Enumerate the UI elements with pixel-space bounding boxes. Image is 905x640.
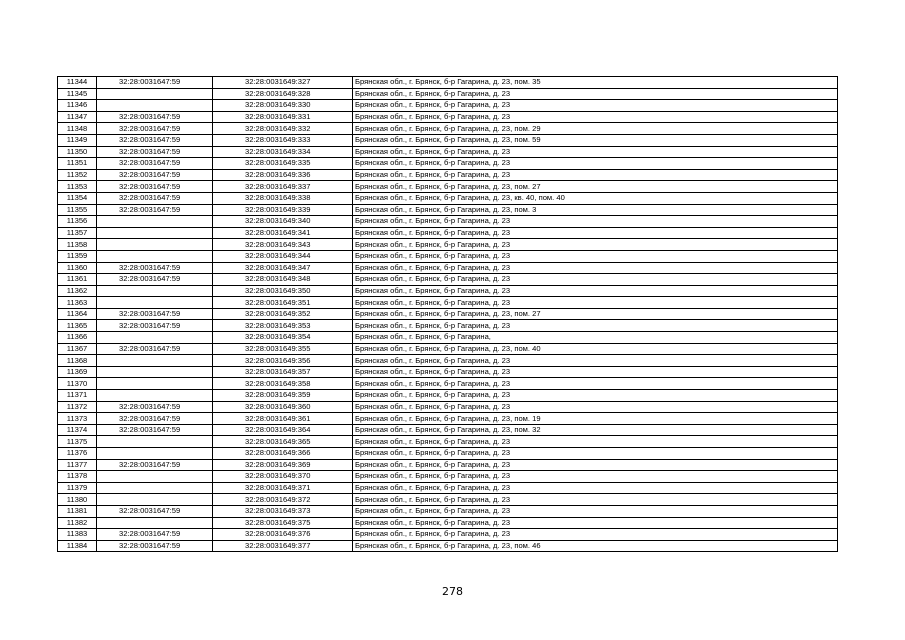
parent-cadastral-number-cell: 32:28:0031647:59	[97, 308, 213, 320]
record-number-cell: 11351	[58, 158, 97, 170]
table-row	[58, 424, 838, 436]
record-number-cell: 11382	[58, 517, 97, 529]
address-cell: Брянская обл., г. Брянск, б-р Гагарина, д. 23, пом. 27	[353, 181, 838, 193]
table-row	[58, 204, 838, 216]
parent-cadastral-number-cell: 32:28:0031647:59	[97, 274, 213, 286]
address-cell: Брянская обл., г. Брянск, б-р Гагарина, д. 23	[353, 216, 838, 228]
cadastral-number-cell: 32:28:0031649:371	[213, 482, 353, 494]
parent-cadastral-number-cell	[97, 355, 213, 367]
address-cell: Брянская обл., г. Брянск, б-р Гагарина, д. 23	[353, 88, 838, 100]
parent-cadastral-number-cell	[97, 494, 213, 506]
record-number-cell: 11361	[58, 274, 97, 286]
parent-cadastral-number-cell: 32:28:0031647:59	[97, 77, 213, 89]
cadastral-number-cell: 32:28:0031649:360	[213, 401, 353, 413]
cadastral-registry-table	[57, 76, 838, 552]
address-cell: Брянская обл., г. Брянск, б-р Гагарина, д. 23	[353, 448, 838, 460]
record-number-cell: 11380	[58, 494, 97, 506]
address-cell: Брянская обл., г. Брянск, б-р Гагарина, д. 23	[353, 297, 838, 309]
record-number-cell: 11371	[58, 390, 97, 402]
parent-cadastral-number-cell: 32:28:0031647:59	[97, 111, 213, 123]
parent-cadastral-number-cell	[97, 100, 213, 112]
address-cell: Брянская обл., г. Брянск, б-р Гагарина, д. 23	[353, 378, 838, 390]
cadastral-number-cell: 32:28:0031649:335	[213, 158, 353, 170]
cadastral-number-cell: 32:28:0031649:343	[213, 239, 353, 251]
parent-cadastral-number-cell: 32:28:0031647:59	[97, 204, 213, 216]
table-row	[58, 343, 838, 355]
address-cell: Брянская обл., г. Брянск, б-р Гагарина, д. 23, пом. 3	[353, 204, 838, 216]
address-cell: Брянская обл., г. Брянск, б-р Гагарина, д. 23	[353, 262, 838, 274]
parent-cadastral-number-cell: 32:28:0031647:59	[97, 320, 213, 332]
cadastral-number-cell: 32:28:0031649:369	[213, 459, 353, 471]
record-number-cell: 11360	[58, 262, 97, 274]
record-number-cell: 11368	[58, 355, 97, 367]
address-cell: Брянская обл., г. Брянск, б-р Гагарина, д. 23, пом. 27	[353, 308, 838, 320]
record-number-cell: 11363	[58, 297, 97, 309]
address-cell: Брянская обл., г. Брянск, б-р Гагарина, д. 23, кв. 40, пом. 40	[353, 192, 838, 204]
address-cell: Брянская обл., г. Брянск, б-р Гагарина, д. 23	[353, 436, 838, 448]
parent-cadastral-number-cell	[97, 297, 213, 309]
table-row	[58, 436, 838, 448]
parent-cadastral-number-cell	[97, 366, 213, 378]
table-body	[58, 77, 838, 552]
record-number-cell: 11364	[58, 308, 97, 320]
page-number: 278	[442, 585, 463, 598]
cadastral-number-cell: 32:28:0031649:348	[213, 274, 353, 286]
table-row	[58, 332, 838, 344]
address-cell: Брянская обл., г. Брянск, б-р Гагарина, д. 23	[353, 146, 838, 158]
table-row	[58, 192, 838, 204]
parent-cadastral-number-cell	[97, 332, 213, 344]
table-row	[58, 239, 838, 251]
record-number-cell: 11356	[58, 216, 97, 228]
record-number-cell: 11384	[58, 540, 97, 552]
table-row	[58, 448, 838, 460]
cadastral-number-cell: 32:28:0031649:361	[213, 413, 353, 425]
record-number-cell: 11379	[58, 482, 97, 494]
address-cell: Брянская обл., г. Брянск, б-р Гагарина, д. 23	[353, 529, 838, 541]
address-cell: Брянская обл., г. Брянск, б-р Гагарина,	[353, 332, 838, 344]
address-cell: Брянская обл., г. Брянск, б-р Гагарина, д. 23	[353, 250, 838, 262]
table-row	[58, 320, 838, 332]
cadastral-number-cell: 32:28:0031649:351	[213, 297, 353, 309]
address-cell: Брянская обл., г. Брянск, б-р Гагарина, д. 23	[353, 505, 838, 517]
parent-cadastral-number-cell	[97, 517, 213, 529]
table-row	[58, 227, 838, 239]
address-cell: Брянская обл., г. Брянск, б-р Гагарина, д. 23	[353, 366, 838, 378]
parent-cadastral-number-cell	[97, 390, 213, 402]
address-cell: Брянская обл., г. Брянск, б-р Гагарина, д. 23, пом. 19	[353, 413, 838, 425]
parent-cadastral-number-cell	[97, 216, 213, 228]
address-cell: Брянская обл., г. Брянск, б-р Гагарина, д. 23	[353, 494, 838, 506]
address-cell: Брянская обл., г. Брянск, б-р Гагарина, д. 23	[353, 401, 838, 413]
cadastral-number-cell: 32:28:0031649:331	[213, 111, 353, 123]
table-row	[58, 134, 838, 146]
table-row	[58, 517, 838, 529]
parent-cadastral-number-cell	[97, 227, 213, 239]
cadastral-number-cell: 32:28:0031649:358	[213, 378, 353, 390]
address-cell: Брянская обл., г. Брянск, б-р Гагарина, д. 23	[353, 390, 838, 402]
address-cell: Брянская обл., г. Брянск, б-р Гагарина, д. 23, пом. 29	[353, 123, 838, 135]
record-number-cell: 11383	[58, 529, 97, 541]
parent-cadastral-number-cell	[97, 285, 213, 297]
cadastral-number-cell: 32:28:0031649:353	[213, 320, 353, 332]
record-number-cell: 11353	[58, 181, 97, 193]
address-cell: Брянская обл., г. Брянск, б-р Гагарина, д. 23	[353, 169, 838, 181]
record-number-cell: 11350	[58, 146, 97, 158]
table-row	[58, 308, 838, 320]
cadastral-number-cell: 32:28:0031649:356	[213, 355, 353, 367]
table-row	[58, 158, 838, 170]
table-row	[58, 88, 838, 100]
table-row	[58, 482, 838, 494]
record-number-cell: 11349	[58, 134, 97, 146]
record-number-cell: 11378	[58, 471, 97, 483]
record-number-cell: 11362	[58, 285, 97, 297]
parent-cadastral-number-cell: 32:28:0031647:59	[97, 540, 213, 552]
address-cell: Брянская обл., г. Брянск, б-р Гагарина, д. 23	[353, 459, 838, 471]
parent-cadastral-number-cell: 32:28:0031647:59	[97, 123, 213, 135]
table-row	[58, 413, 838, 425]
cadastral-number-cell: 32:28:0031649:333	[213, 134, 353, 146]
address-cell: Брянская обл., г. Брянск, б-р Гагарина, д. 23	[353, 320, 838, 332]
table-row	[58, 494, 838, 506]
cadastral-number-cell: 32:28:0031649:365	[213, 436, 353, 448]
cadastral-number-cell: 32:28:0031649:370	[213, 471, 353, 483]
parent-cadastral-number-cell	[97, 378, 213, 390]
parent-cadastral-number-cell: 32:28:0031647:59	[97, 424, 213, 436]
cadastral-number-cell: 32:28:0031649:327	[213, 77, 353, 89]
cadastral-number-cell: 32:28:0031649:340	[213, 216, 353, 228]
record-number-cell: 11348	[58, 123, 97, 135]
parent-cadastral-number-cell	[97, 482, 213, 494]
parent-cadastral-number-cell: 32:28:0031647:59	[97, 529, 213, 541]
address-cell: Брянская обл., г. Брянск, б-р Гагарина, д. 23, пом. 32	[353, 424, 838, 436]
parent-cadastral-number-cell	[97, 250, 213, 262]
cadastral-number-cell: 32:28:0031649:376	[213, 529, 353, 541]
record-number-cell: 11381	[58, 505, 97, 517]
address-cell: Брянская обл., г. Брянск, б-р Гагарина, д. 23	[353, 285, 838, 297]
table-row	[58, 297, 838, 309]
record-number-cell: 11354	[58, 192, 97, 204]
table-row	[58, 355, 838, 367]
cadastral-number-cell: 32:28:0031649:373	[213, 505, 353, 517]
parent-cadastral-number-cell	[97, 436, 213, 448]
table-row	[58, 262, 838, 274]
record-number-cell: 11376	[58, 448, 97, 460]
table-row	[58, 123, 838, 135]
table-row	[58, 100, 838, 112]
parent-cadastral-number-cell: 32:28:0031647:59	[97, 192, 213, 204]
record-number-cell: 11366	[58, 332, 97, 344]
table-row	[58, 378, 838, 390]
address-cell: Брянская обл., г. Брянск, б-р Гагарина, д. 23	[353, 274, 838, 286]
record-number-cell: 11375	[58, 436, 97, 448]
cadastral-number-cell: 32:28:0031649:347	[213, 262, 353, 274]
cadastral-number-cell: 32:28:0031649:337	[213, 181, 353, 193]
parent-cadastral-number-cell: 32:28:0031647:59	[97, 146, 213, 158]
cadastral-number-cell: 32:28:0031649:359	[213, 390, 353, 402]
table-row	[58, 169, 838, 181]
table-row	[58, 471, 838, 483]
record-number-cell: 11373	[58, 413, 97, 425]
record-number-cell: 11357	[58, 227, 97, 239]
parent-cadastral-number-cell	[97, 239, 213, 251]
table-row	[58, 111, 838, 123]
record-number-cell: 11374	[58, 424, 97, 436]
table-row	[58, 540, 838, 552]
address-cell: Брянская обл., г. Брянск, б-р Гагарина, д. 23	[353, 482, 838, 494]
record-number-cell: 11372	[58, 401, 97, 413]
record-number-cell: 11347	[58, 111, 97, 123]
table-row	[58, 250, 838, 262]
cadastral-number-cell: 32:28:0031649:355	[213, 343, 353, 355]
table-row	[58, 529, 838, 541]
table-row	[58, 77, 838, 89]
cadastral-number-cell: 32:28:0031649:354	[213, 332, 353, 344]
cadastral-number-cell: 32:28:0031649:330	[213, 100, 353, 112]
cadastral-number-cell: 32:28:0031649:375	[213, 517, 353, 529]
address-cell: Брянская обл., г. Брянск, б-р Гагарина, д. 23, пом. 59	[353, 134, 838, 146]
cadastral-number-cell: 32:28:0031649:338	[213, 192, 353, 204]
cadastral-number-cell: 32:28:0031649:339	[213, 204, 353, 216]
record-number-cell: 11346	[58, 100, 97, 112]
parent-cadastral-number-cell: 32:28:0031647:59	[97, 401, 213, 413]
table-row	[58, 459, 838, 471]
parent-cadastral-number-cell: 32:28:0031647:59	[97, 158, 213, 170]
record-number-cell: 11359	[58, 250, 97, 262]
table-row	[58, 285, 838, 297]
cadastral-number-cell: 32:28:0031649:344	[213, 250, 353, 262]
address-cell: Брянская обл., г. Брянск, б-р Гагарина, д. 23	[353, 111, 838, 123]
cadastral-number-cell: 32:28:0031649:352	[213, 308, 353, 320]
table-row	[58, 366, 838, 378]
table-row	[58, 401, 838, 413]
record-number-cell: 11370	[58, 378, 97, 390]
cadastral-number-cell: 32:28:0031649:336	[213, 169, 353, 181]
cadastral-number-cell: 32:28:0031649:350	[213, 285, 353, 297]
record-number-cell: 11355	[58, 204, 97, 216]
record-number-cell: 11344	[58, 77, 97, 89]
cadastral-number-cell: 32:28:0031649:328	[213, 88, 353, 100]
parent-cadastral-number-cell: 32:28:0031647:59	[97, 262, 213, 274]
address-cell: Брянская обл., г. Брянск, б-р Гагарина, д. 23, пом. 35	[353, 77, 838, 89]
cadastral-number-cell: 32:28:0031649:357	[213, 366, 353, 378]
parent-cadastral-number-cell: 32:28:0031647:59	[97, 134, 213, 146]
address-cell: Брянская обл., г. Брянск, б-р Гагарина, д. 23, пом. 46	[353, 540, 838, 552]
cadastral-number-cell: 32:28:0031649:341	[213, 227, 353, 239]
parent-cadastral-number-cell	[97, 88, 213, 100]
parent-cadastral-number-cell: 32:28:0031647:59	[97, 169, 213, 181]
address-cell: Брянская обл., г. Брянск, б-р Гагарина, д. 23	[353, 471, 838, 483]
record-number-cell: 11369	[58, 366, 97, 378]
record-number-cell: 11377	[58, 459, 97, 471]
parent-cadastral-number-cell: 32:28:0031647:59	[97, 181, 213, 193]
cadastral-number-cell: 32:28:0031649:334	[213, 146, 353, 158]
table-row	[58, 505, 838, 517]
address-cell: Брянская обл., г. Брянск, б-р Гагарина, д. 23	[353, 239, 838, 251]
address-cell: Брянская обл., г. Брянск, б-р Гагарина, д. 23	[353, 517, 838, 529]
record-number-cell: 11358	[58, 239, 97, 251]
address-cell: Брянская обл., г. Брянск, б-р Гагарина, д. 23, пом. 40	[353, 343, 838, 355]
address-cell: Брянская обл., г. Брянск, б-р Гагарина, д. 23	[353, 100, 838, 112]
parent-cadastral-number-cell: 32:28:0031647:59	[97, 505, 213, 517]
parent-cadastral-number-cell: 32:28:0031647:59	[97, 343, 213, 355]
record-number-cell: 11365	[58, 320, 97, 332]
record-number-cell: 11352	[58, 169, 97, 181]
table-row	[58, 146, 838, 158]
cadastral-number-cell: 32:28:0031649:377	[213, 540, 353, 552]
cadastral-number-cell: 32:28:0031649:372	[213, 494, 353, 506]
parent-cadastral-number-cell	[97, 448, 213, 460]
record-number-cell: 11367	[58, 343, 97, 355]
parent-cadastral-number-cell	[97, 471, 213, 483]
address-cell: Брянская обл., г. Брянск, б-р Гагарина, д. 23	[353, 227, 838, 239]
parent-cadastral-number-cell: 32:28:0031647:59	[97, 413, 213, 425]
address-cell: Брянская обл., г. Брянск, б-р Гагарина, д. 23	[353, 355, 838, 367]
table-row	[58, 390, 838, 402]
table-row	[58, 181, 838, 193]
cadastral-number-cell: 32:28:0031649:366	[213, 448, 353, 460]
table-row	[58, 216, 838, 228]
cadastral-number-cell: 32:28:0031649:364	[213, 424, 353, 436]
table-row	[58, 274, 838, 286]
address-cell: Брянская обл., г. Брянск, б-р Гагарина, д. 23	[353, 158, 838, 170]
record-number-cell: 11345	[58, 88, 97, 100]
parent-cadastral-number-cell: 32:28:0031647:59	[97, 459, 213, 471]
cadastral-number-cell: 32:28:0031649:332	[213, 123, 353, 135]
